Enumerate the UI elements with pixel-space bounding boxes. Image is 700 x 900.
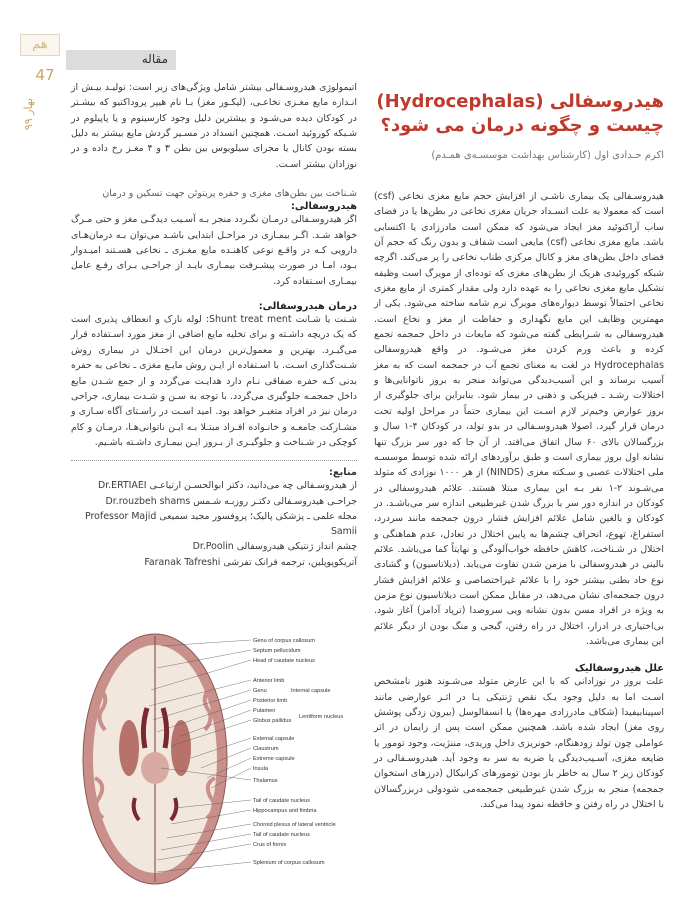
causes-paragraph: علت بروز در نوزادانی که با این عارض متولد می‌شـوند هنوز نامشخص اسـت اما به دلیل وجود یـک نقص ژنتیکی یـا در اثـر عوارضی مانند اسپینابیفیدا (شکاف مادرزادی مهره‌ها) یا انسفالوسل (بیرون زدگی پوشش روی مغز) ایجاد شده باشد. همچنین ممکن است پس از زایمان در اثر عواملی چون تولد زودهنگام، خونریزی داخل وریدی، مننژیت، وجود تومور یا ضایعه مغزی، آسـیب‌دیدگی یا ضربه به سر به وجود آید. هیدروسـفالی در کودکان زیر ۲ سال به خاطر باز بودن تومورهای کرانیکال (درزهای استخوان جمجمه) منجر به بزرگ شدن غیرطبیعی جمجمه‌می شود‌ولی در‌بزرگسالان با اختلال در راه رفتن و حافظه نمود پیدا می‌کند.	[374, 676, 664, 811]
section-label: مقاله	[141, 52, 168, 66]
figure-label: Anterior limb	[253, 678, 285, 684]
diagnosis-lead: شـناخت بین بطن‌های مغزی و حفره پریتوئن جهت تسکین و درمان	[102, 188, 357, 200]
article-title	[374, 90, 664, 138]
figure-label: External capsule	[253, 736, 295, 742]
figure-label: Extreme capsule	[253, 756, 295, 762]
figure-label: Genu	[253, 688, 267, 694]
figure-label: Septum pellucidum	[253, 648, 301, 654]
page-number: 47	[35, 66, 55, 84]
figure-label: Crus of fornix	[253, 842, 287, 848]
treatment-paragraph: شـنت یا شـانت Shunt treat ment: لوله نازک و انعطاف پذیری است که یک دریچه داشـته و برای تخلیه مایع اضافی از مغز مورد اسـتفاده قرار می‌گیـرد. بهترین و معمول‌ترین درمان این اختـلال در بیماری روش شـنت‌گذاری اسـت. با اسـتفاده از ایـن روش مایـع مغزی ـ نخاعی به حفره بدنی کـه حفره صفاقی نـام دارد هدایـت می‌گردد و از جمع شـدن مایع داخل جمجمـه جلوگیری می‌گردد. با توجه به سـن و شـدت بیماری، جراحی درمان نیز در افراد متغیـر خواهد بود. امید اسـت در راسـتای آگاه سـازی و مشـارکت جامعـه و خانـواده افـراد مبتـلا بـه ایـن ناتوانی‌هـا، درمـان و کام کوچکی در شـناخت و جلوگیـری از بـروز ایـن بیمـاری داشـته باشـیم.	[71, 314, 357, 448]
magazine-logo: هم	[20, 34, 60, 56]
reference-item: آتریکوپوپلین، ترجمه فرانک تفرشی Faranak Tafreshi	[144, 556, 357, 568]
left-column	[71, 80, 357, 570]
reference-item: Samii	[330, 526, 357, 538]
etiology-paragraph: اتیمولوژی هیدروسـفالی بیشتر شامل ویژگی‌های زیر است: تولیـد بیـش از انـدازه مایع مغـزی نخاعـی، (لیکـور مغز) بـا نام هیپر پروداکتیو که بیشـتر در کودکان دیده می‌شـود و بیشترین دلیل وجود کارسینوم و یا پاپیلوم در شـبکه کوروئید اسـت. همچنین انسداد در مسـیر گردش مایع بیشتر به دلیل بسته بودن کانال یا مجرای سیلویوس بین بطن ۳ و ۴ مغـز رخ داده و در نوزادان بیشتر اسـت.	[71, 82, 357, 170]
causes-heading: علل هیدروسفالیک	[574, 663, 664, 675]
diagnosis-paragraph: اگر هیدروسـفالی درمـان نگـردد منجر بـه آسـیب دیدگـی مغز و حتی مـرگ خواهد شـد. اگـر بیمـاری در مراحـل ابتدایی باشـد می‌توان بـه درمان‌هـای دارویی کـه در واقـع نوعی کاهنـده مایع مغـزی ـ نخاعی هسـتند امیـدوار بـود، امـا در صورت پیشـرفت بیمـاری بایـد از جراحـی بـرای رفـع عامل بیمـاری اسـتفاده کرد.	[71, 214, 357, 287]
diagnosis-heading: هیدروسفالی:	[290, 201, 357, 213]
putamen-left-shape	[119, 720, 139, 776]
intro-paragraph: هیدروسـفالی یک بیماری ناشـی از افزایش حجم مایع مغزی نخاعی (csf) است که معمولا به علت انسـداد جریان مغزی نخاعی در بطن‌ها یا در فضای ساب آراکنوئید مغز ایجاد می‌شود که ممکن است مادرزادی یا اکتسابی باشد. مایع مغزی نخاعی (csf) مایعی است شفاف و بدون رنگ که حجم آن فضای داخل بطن‌های مغز و کانال مرکزی طناب نخاعی را پر می‌کند. اگرچه شبکه کوروئیدی هریک از بطن‌های مغزی که توده‌ای از مویرگ است وظیفه تشکیل مایع مغزی نخاعی را به عهده دارد ولی مقدار کمتری از مایع مغزی نخاعی احتمالاً توسط دیواره‌های مویرگ نرم شامه ساخته می‌شود. یکی از مهمترین وظایف این مایع نگهداری و حفاظت از مغز و نخاع است. هیدروسفالی به شـرایطی گفته می‌شود که مایعات در داخل جمجمه تجمع کرده و باعث ورم کردن مغز می‌شـود. در واقع هیدروسفالی Hydrocephalas در لغت به معنای تجمع آب در جمجمه است که به مغز آسیب برساند و این آسیب‌دیدگی می‌تواند منجر به بروز ناتوانایی‌ها و اختلالات رشـد ـ فیزیکی و ذهنی در بیمار شود. بنابراین برای جلوگیری از بروز عوارض وخیم‌تر لازم اسـت این بیماری حتماً در مراحل اولیه تحت درمان قرار گیرد. اصولا هیدروسـفالی در بدو تولد، در کودکان ۴-۱ سال و بزرگسالان بالای ۶۰ سال اتفاق می‌افتد. از آن جا که دور سر بزرگ تنها نشانه اول بروز بیماری است و طبق برآوردهای ارائه شده توسط موسسـه ملی اختلالات عصبی و سـکته مغزی (NINDS) از هر ۱۰۰۰ نوزادی که متولد می‌شـوند ۲-۱ نفر بـه این بیماری مبتلا هستند. علائم هیدروسفالی در کودکان در اندازه دور سر یا بزرگ شدن غیرطبیعی اندازه سر می‌باشـد. در کودکان و بالغین شامل علائم افزایش فشار درون جمجمه مانند سردرد، استفراغ، تهوع، انحراف چشم‌ها به پایین اختلال در تعادل، عدم هماهنگی و اختلال در شـناخت، کاهش حافظه خواب‌آلودگی و نهایتاً کما می‌باشد. علائم بالینی در هیدروسفالی با مزمن شدن تفاوت می‌یابد. (دیلاتاسیون) و گشادی نوع حاد بطنی بیشتر خود را با علائم غیراختصاصی و علائم افزایش فشار درون جمجمه‌ای نشان می‌دهد، در مقابل ممکن است دیلاتاسیون نوع مزمن به ویژه در افراد مسن بدون نشانه ویی سروصدا (ترپاد آدامز) آغاز شود. بی‌اختیاری در ادرار، اختلال در راه رفتن، گیجی و منگ بودن از دیگر علائم این بیماری می‌باشد.	[374, 191, 665, 647]
reference-item: مجله علمی ـ پزشکی پالیک؛ پروفسور مجید سمیعی Professor Majid	[85, 510, 357, 522]
divider	[71, 460, 357, 461]
figure-label: Thalamus	[253, 778, 278, 784]
figure-label: Internal capsule	[291, 688, 331, 694]
figure-label: Claustrum	[253, 746, 279, 752]
section-header	[66, 50, 176, 70]
figure-label: Choroid plexus of lateral ventricle	[253, 822, 336, 828]
reference-item: از هیدروسـفالی چه می‌دانید، دکتر ابوالحسـن ارتیاعـی Dr.ERTIAEI	[97, 480, 357, 492]
figure-label: Tail of caudate nucleus	[253, 798, 310, 804]
figure-label: Genu of corpus callosum	[253, 638, 315, 644]
figure-label: Insula	[253, 766, 268, 772]
brain-section-figure	[71, 628, 357, 890]
reference-item: چشم انداز ژنتیکی هیدروسفالی Dr.Poolin	[192, 541, 357, 553]
reference-item: جراحـی هیدروسـفالی دکتـر روزبـه شـمس Dr.rouzbeh shams	[105, 495, 357, 507]
treatment-heading: درمان هیدروسفالی:	[258, 301, 357, 313]
references-heading: منابع:	[328, 467, 357, 479]
figure-label: Hippocampus and fimbria	[253, 808, 317, 814]
right-column	[374, 80, 664, 812]
page-margin	[0, 0, 66, 900]
thalamus-shape	[141, 752, 169, 784]
title-line-1: هیدروسفالی (Hydrocephalas)	[376, 91, 664, 112]
figure-label: Globus pallidus	[253, 718, 292, 724]
figure-label: Splenium of corpus callosum	[253, 860, 325, 866]
figure-label: Putamen	[253, 708, 276, 714]
brain-illustration	[71, 628, 357, 890]
issue-label: بهار ۹۹	[22, 98, 35, 131]
putamen-right-shape	[171, 720, 191, 776]
figure-labels	[253, 638, 343, 866]
figure-label: Tail of caudate nucleus	[253, 832, 310, 838]
figure-label: Posterior limb	[253, 698, 288, 704]
figure-label: Lentiform nucleus	[299, 714, 344, 720]
author-byline: اکرم حـدادی اول (کارشناس بهداشت موسسـه‌ی همـدم)	[431, 150, 664, 161]
title-line-2: چیست و چگونه درمان می شود؟	[380, 115, 664, 136]
figure-label: Head of caudate nucleus	[253, 658, 315, 664]
